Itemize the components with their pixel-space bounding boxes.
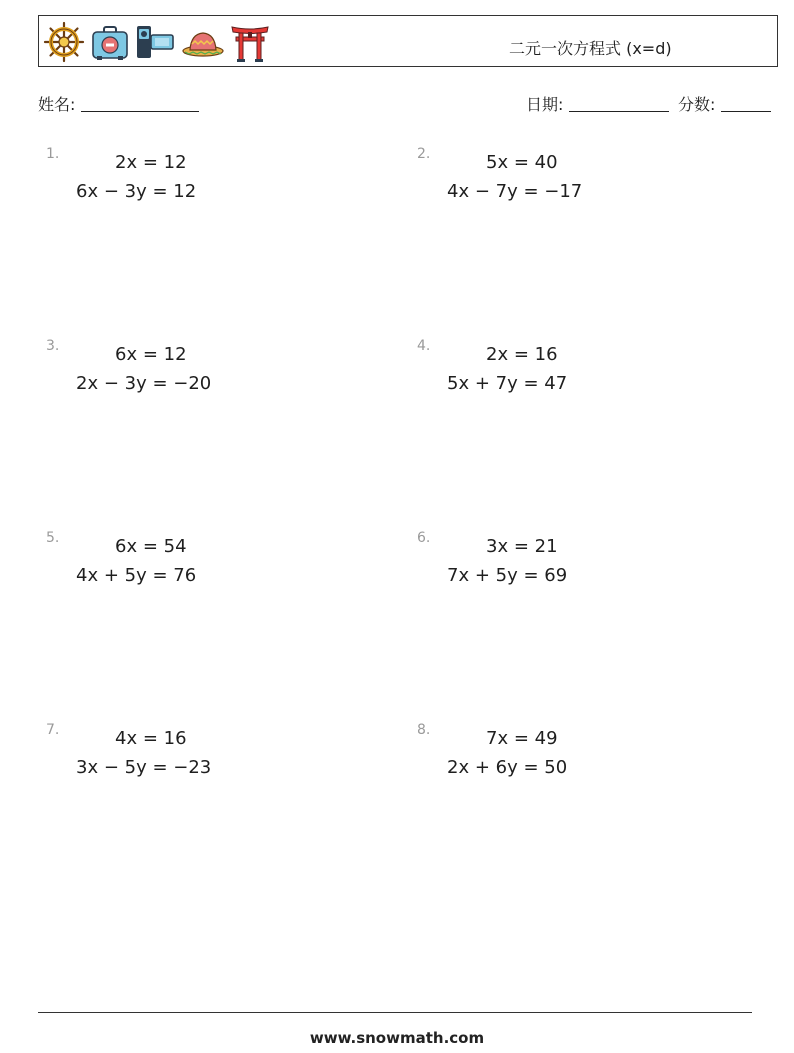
video-camera-icon [135, 21, 177, 63]
problem-number: 4. [417, 338, 431, 354]
equation-1: 6x = 12 [115, 344, 187, 365]
torii-gate-icon [229, 21, 271, 63]
equation-2: 2x − 3y = −20 [76, 373, 212, 394]
equation-2: 2x + 6y = 50 [447, 757, 568, 778]
problem-6 [417, 530, 717, 610]
name-label: 姓名: [38, 95, 76, 114]
problem-number: 5. [46, 530, 60, 546]
name-blank[interactable] [81, 95, 199, 112]
sombrero-icon [181, 21, 225, 63]
name-field [38, 92, 199, 115]
equation-2: 5x + 7y = 47 [447, 373, 568, 394]
worksheet-title: 二元一次方程式 (x=d) [509, 39, 672, 58]
equation-2: 4x − 7y = −17 [447, 181, 583, 202]
equation-2: 6x − 3y = 12 [76, 181, 197, 202]
problem-7 [46, 722, 346, 802]
problem-5 [46, 530, 346, 610]
equation-2: 3x − 5y = −23 [76, 757, 212, 778]
first-aid-kit-icon [89, 21, 131, 63]
problem-number: 6. [417, 530, 431, 546]
equation-2: 4x + 5y = 76 [76, 565, 197, 586]
footer-divider [38, 1012, 752, 1013]
problem-2 [417, 146, 717, 226]
score-label: 分数: [678, 95, 716, 114]
equation-1: 4x = 16 [115, 728, 187, 749]
equation-1: 6x = 54 [115, 536, 187, 557]
date-blank[interactable] [569, 95, 669, 112]
problem-number: 8. [417, 722, 431, 738]
problem-number: 3. [46, 338, 60, 354]
equation-1: 3x = 21 [486, 536, 558, 557]
problem-number: 7. [46, 722, 60, 738]
problem-1 [46, 146, 346, 226]
equation-1: 7x = 49 [486, 728, 558, 749]
equation-1: 2x = 12 [115, 152, 187, 173]
problem-8 [417, 722, 717, 802]
equation-1: 2x = 16 [486, 344, 558, 365]
score-blank[interactable] [721, 95, 771, 112]
score-field [678, 92, 771, 115]
problem-4 [417, 338, 717, 418]
date-label: 日期: [526, 95, 564, 114]
footer-url[interactable]: www.snowmath.com [309, 1029, 485, 1047]
worksheet-header [38, 15, 778, 67]
problem-number: 1. [46, 146, 60, 162]
date-field [526, 92, 669, 115]
header-icons [43, 20, 271, 64]
equation-1: 5x = 40 [486, 152, 558, 173]
problem-number: 2. [417, 146, 431, 162]
equation-2: 7x + 5y = 69 [447, 565, 568, 586]
problem-3 [46, 338, 346, 418]
ship-wheel-icon [43, 21, 85, 63]
